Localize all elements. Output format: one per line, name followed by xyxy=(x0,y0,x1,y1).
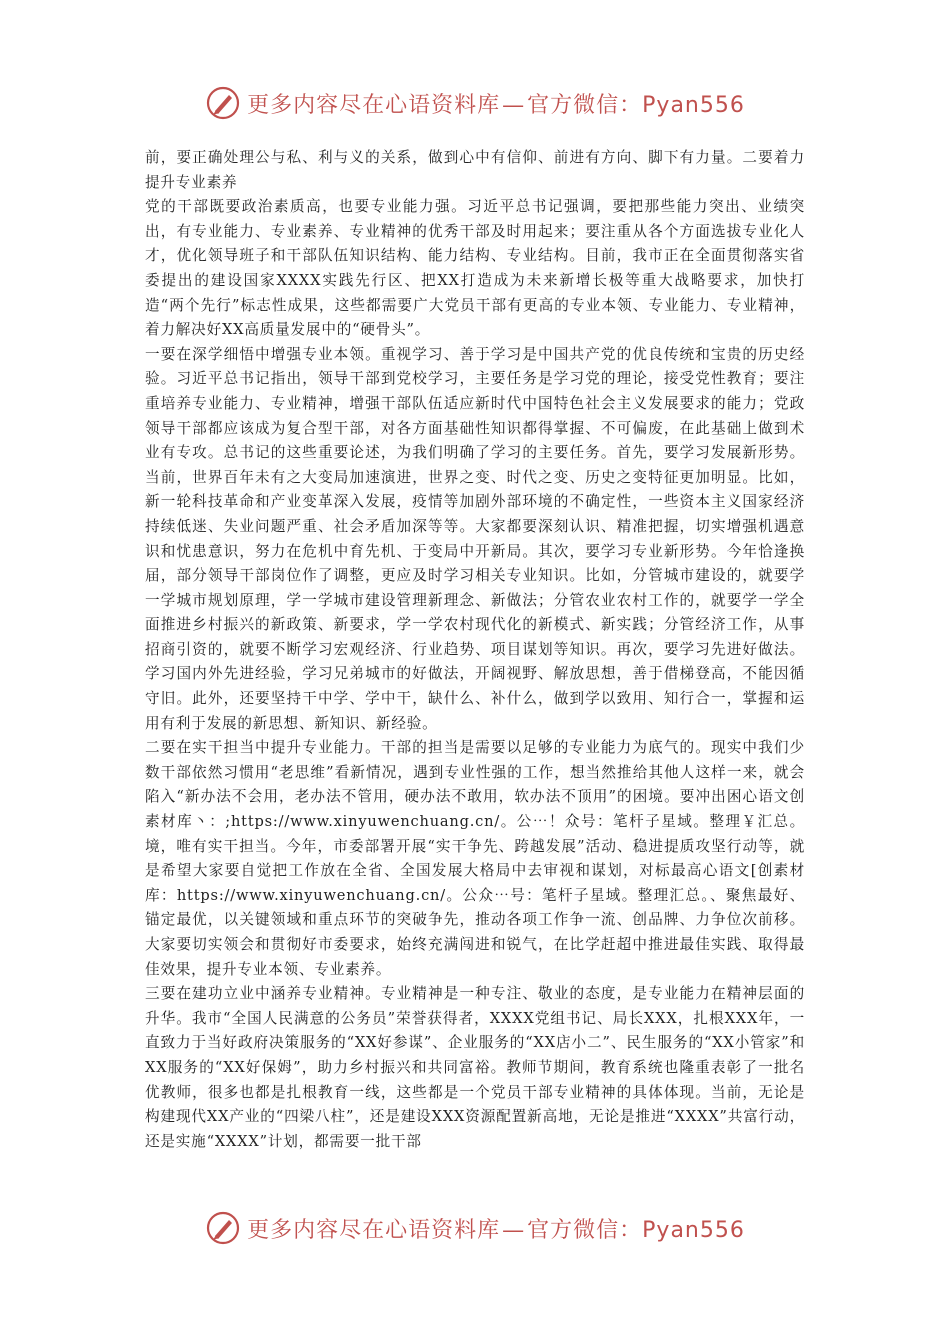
banner-title: 更多内容尽在心语资料库 xyxy=(247,92,501,118)
banner-wechat-id: Pyan556 xyxy=(642,1217,745,1243)
banner-title: 更多内容尽在心语资料库 xyxy=(247,1217,501,1243)
paragraph: 一要在深学细悟中增强专业本领。重视学习、善于学习是中国共产党的优良传统和宝贵的历史经验。习近平总书记指出，领导干部到党校学习，主要任务是学习党的理论，接受党性教育；要注重培养专业能力、专业精神，增强干部队伍适应新时代中国特色社会主义发展要求的能力；党政领导干部都应该成为复合型干部，对各方面基础性知识都得掌握、不可偏废，在此基础上做到术业有专攻。总书记的这些重要论述，为我们明确了学习的主要任务。首先，要学习发展新形势。当前，世界百年未有之大变局加速演进，世界之变、时代之变、历史之变特征更加明显。比如，新一轮科技革命和产业变革深入发展，疫情等加剧外部环境的不确定性，一些资本主义国家经济持续低迷、失业问题严重、社会矛盾加深等等。大家都要深刻认识、精准把握，切实增强机遇意识和忧患意识，努力在危机中育先机、于变局中开新局。其次，要学习专业新形势。今年恰逢换届，部分领导干部岗位作了调整，更应及时学习相关专业知识。比如，分管城市建设的，就要学一学城市规划原理，学一学城市建设管理新理念、新做法；分管农业农村工作的，就要学一学全面推进乡村振兴的新政策、新要求，学一学农村现代化的新模式、新实践；分管经济工作，从事招商引资的，就要不断学习宏观经济、行业趋势、项目谋划等知识。再次，要学习先进好做法。学习国内外先进经验，学习兄弟城市的好做法，开阔视野、解放思想，善于借梯登高，不能因循守旧。此外，还要坚持干中学、学中干，缺什么、补什么，做到学以致用、知行合一，掌握和运用有利于发展的新思想、新知识、新经验。 xyxy=(145,345,805,732)
paragraph: 二要在实干担当中提升专业能力。干部的担当是需要以足够的专业能力为底气的。现实中我们少数干部依然习惯用“老思维”看新情况，遇到专业性强的工作，想当然推给其他人这样一来，就会陷入“新办法不会用，老办法不管用，硬办法不敢用，软办法不顶用”的困境。要冲出困心语文创素材库丶：;https://www.xinyuwenchuang.cn/。公⋯！众号：笔杆子星域。整理￥汇总。境，唯有实干担当。今年，市委部署开展“实干争先、跨越发展”活动、稳进提质攻坚行动等，就是希望大家要自觉把工作放在全省、全国发展大格局中去审视和谋划，对标最高心语文[创素材库：https://www.xinyuwenchuang.cn/。公众⋯号：笔杆子星域。整理汇总。、聚焦最好、锚定最优，以关键领域和重点环节的突破争先，推动各项工作争一流、创品牌、力争位次前移。大家要切实领会和贯彻好市委要求，始终充满闯进和锐气，在比学赶超中推进最佳实践、取得最佳效果，提升专业本领、专业素养。 xyxy=(145,739,805,978)
document-body xyxy=(145,146,805,1154)
pen-logo-icon xyxy=(205,1210,241,1246)
banner-text xyxy=(247,1213,745,1244)
header-banner xyxy=(0,78,950,128)
banner-separator: — xyxy=(502,1217,526,1243)
banner-separator: — xyxy=(502,92,526,118)
paragraph: 党的干部既要政治素质高，也要专业能力强。习近平总书记强调，要把那些能力突出、业绩突出，有专业能力、专业素养、专业精神的优秀干部及时用起来；要注重从各个方面选拔专业化人才，优化领导班子和干部队伍知识结构、能力结构、专业结构。目前，我市正在全面贯彻落实省委提出的建设国家XXXX实践先行区、把XX打造成为未来新增长极等重大战略要求，加快打造“两个先行”标志性成果，这些都需要广大党员干部有更高的专业本领、专业能力、专业精神，着力解决好XX高质量发展中的“硬骨头”。 xyxy=(145,198,805,339)
paragraph: 三要在建功立业中涵养专业精神。专业精神是一种专注、敬业的态度，是专业能力在精神层面的升华。我市“全国人民满意的公务员”荣誉获得者，XXXX党组书记、局长XXX，扎根XXX年，一直致力于当好政府决策服务的“XX好参谋”、企业服务的“XX店小二”、民生服务的“XX小管家”和XX服务的“XX好保姆”，助力乡村振兴和共同富裕。教师节期间，教育系统也隆重表彰了一批名优教师，很多也都是扎根教育一线，这些都是一个党员干部专业精神的具体体现。当前，无论是构建现代XX产业的“四梁八柱”，还是建设XXX资源配置新高地，无论是推进“XXXX”共富行动，还是实施“XXXX”计划，都需要一批干部 xyxy=(145,985,805,1150)
banner-text xyxy=(247,88,745,119)
paragraph: 前，要正确处理公与私、利与义的关系，做到心中有信仰、前进有方向、脚下有力量。二要着力提升专业素养 xyxy=(145,149,805,191)
banner-label: 官方微信： xyxy=(527,92,643,118)
footer-banner xyxy=(0,1203,950,1253)
pen-logo-icon xyxy=(205,85,241,121)
banner-label: 官方微信： xyxy=(527,1217,643,1243)
banner-wechat-id: Pyan556 xyxy=(642,92,745,118)
